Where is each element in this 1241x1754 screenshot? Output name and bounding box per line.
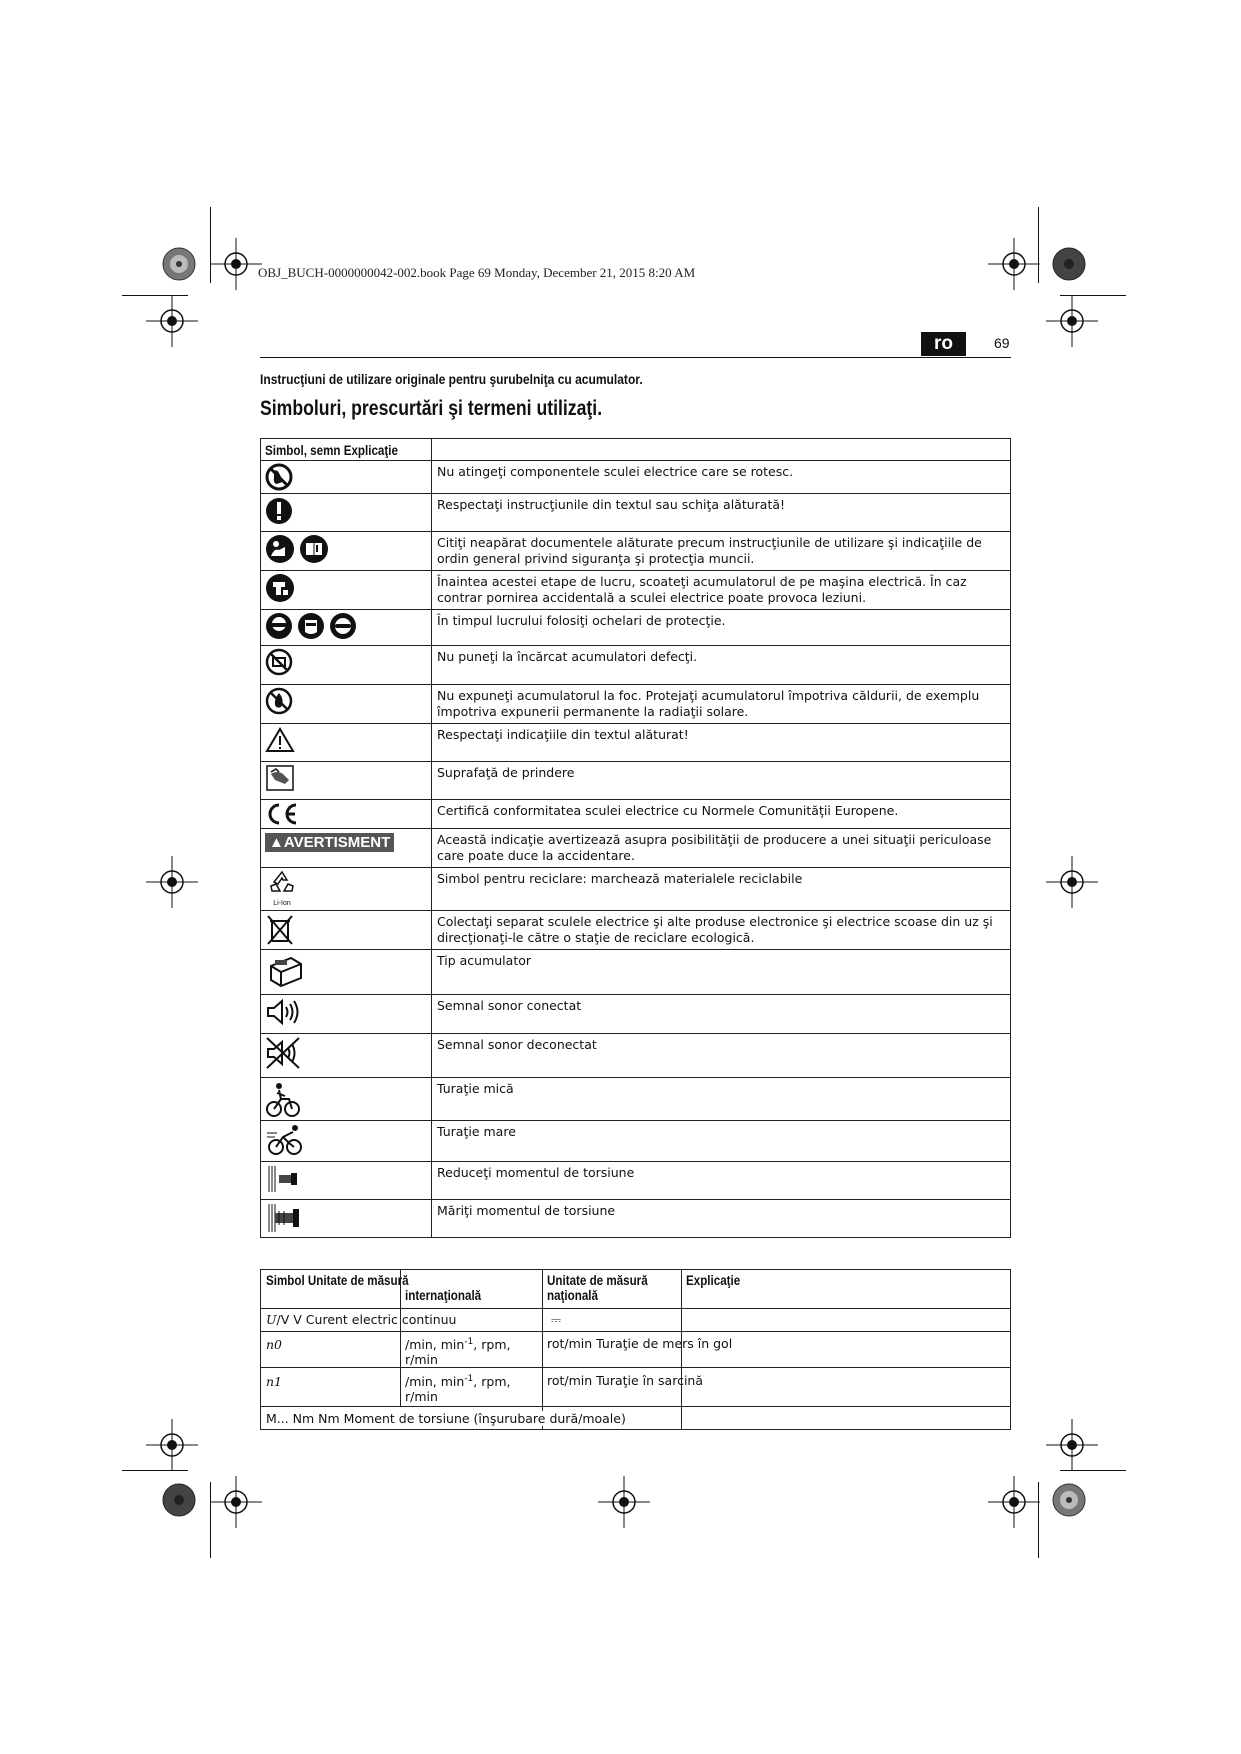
color-rosette-icon bbox=[1051, 246, 1087, 282]
table-row bbox=[261, 532, 1011, 571]
ce-mark-icon bbox=[265, 802, 299, 826]
symbol-u: U bbox=[266, 1312, 277, 1327]
color-rosette-icon bbox=[1051, 1482, 1087, 1518]
li-ion-label: Li-Ion bbox=[273, 900, 291, 907]
units-row-voltage bbox=[266, 1312, 456, 1327]
units-row-n0-intl: /min, $\min^{-1}$, rpm, r/min bbox=[405, 1337, 511, 1368]
registration-mark-icon bbox=[1046, 856, 1098, 908]
dc-symbol-icon: ⎓ bbox=[551, 1312, 561, 1327]
avertisment-label bbox=[265, 833, 394, 852]
table-row bbox=[261, 610, 1011, 646]
table-cell: Reduceţi momentul de torsiune bbox=[432, 1162, 1011, 1200]
face-shield-icon bbox=[297, 612, 325, 640]
increase-torque-icon bbox=[265, 1202, 305, 1234]
units-header-symbol: Simbol Unitate de măsură bbox=[266, 1273, 409, 1288]
table-cell: Nu expuneţi acumulatorul la foc. Protejaţi acumulatorul împotriva căldurii, de exemplu împotriva expunerii permanente la radiaţii solare. bbox=[432, 685, 1011, 724]
recycling-li-ion-icon bbox=[267, 870, 297, 896]
units-row-torque: M... Nm Nm Moment de torsiune (înşurubare dură/moale) bbox=[266, 1411, 626, 1426]
warning-triangle-icon: ▲ bbox=[269, 834, 284, 851]
gripping-surface-icon bbox=[265, 764, 295, 792]
sound-on-icon bbox=[265, 997, 301, 1027]
symbol-n1: n1 bbox=[266, 1374, 283, 1389]
table-row bbox=[261, 1162, 1011, 1200]
page-number: 69 bbox=[994, 335, 1010, 351]
table-row bbox=[261, 911, 1011, 950]
units-header-national-b: naţională bbox=[547, 1288, 598, 1303]
table-cell: Turaţie mică bbox=[432, 1078, 1011, 1121]
mandatory-icon bbox=[265, 496, 293, 526]
table-cell: Certifică conformitatea sculei electrice cu Normele Comunităţii Europene. bbox=[432, 800, 1011, 829]
low-speed-icon bbox=[265, 1080, 301, 1118]
table-row bbox=[261, 1034, 1011, 1078]
sound-off-icon bbox=[265, 1036, 301, 1070]
registration-mark-icon bbox=[1046, 1419, 1098, 1471]
table-row bbox=[261, 1200, 1011, 1238]
table-cell: Nu puneţi la încărcat acumulatori defecţi. bbox=[432, 646, 1011, 685]
read-manual-icon bbox=[265, 534, 295, 564]
table-row bbox=[261, 685, 1011, 724]
registration-mark-icon bbox=[988, 238, 1040, 290]
section-title: Simboluri, prescurtări şi termeni utilizaţi. bbox=[260, 397, 603, 420]
units-row-n1-intl: /min, $\min^{-1}$, rpm, r/min bbox=[405, 1374, 511, 1405]
warning-triangle-icon bbox=[265, 726, 295, 754]
table-row bbox=[261, 724, 1011, 762]
table-row bbox=[261, 800, 1011, 829]
table-row bbox=[261, 868, 1011, 911]
table-row bbox=[261, 1078, 1011, 1121]
safety-goggles-alt-icon bbox=[329, 612, 357, 640]
table-row bbox=[261, 571, 1011, 610]
avertisment-text: AVERTISMENT bbox=[283, 834, 391, 851]
registration-mark-icon bbox=[210, 238, 262, 290]
symbol-n0: n0 bbox=[266, 1337, 283, 1352]
no-charge-defective-icon bbox=[265, 648, 293, 676]
table-cell: Tip acumulator bbox=[432, 950, 1011, 995]
units-header-explanation: Explicaţie bbox=[686, 1273, 741, 1288]
table-cell: Citiţi neapărat documentele alăturate precum instrucţiunile de utilizare şi indicaţiile de ordin general privind siguranţa şi protecţia muncii. bbox=[432, 532, 1011, 571]
color-rosette-icon bbox=[161, 246, 197, 282]
table-cell: Măriţi momentul de torsiune bbox=[432, 1200, 1011, 1238]
symbols-table bbox=[260, 438, 1011, 1238]
units-table bbox=[260, 1269, 1011, 1430]
table-cell: Turaţie mare bbox=[432, 1121, 1011, 1162]
table-row bbox=[261, 646, 1011, 685]
table-cell: Semnal sonor conectat bbox=[432, 995, 1011, 1034]
symbols-table-header: Simbol, semn Explicaţie bbox=[265, 443, 398, 458]
table-row bbox=[261, 950, 1011, 995]
no-fire-icon bbox=[265, 687, 293, 715]
language-badge: ro bbox=[921, 332, 966, 356]
registration-mark-icon bbox=[146, 856, 198, 908]
manual-book-icon bbox=[299, 534, 329, 564]
table-row bbox=[261, 995, 1011, 1034]
units-row-n0-national: rot/min Turaţie de mers în gol bbox=[547, 1336, 733, 1351]
table-row bbox=[261, 762, 1011, 800]
reduce-torque-icon bbox=[265, 1164, 301, 1194]
table-row bbox=[261, 829, 1011, 868]
table-cell: În timpul lucrului folosiţi ochelari de protecţie. bbox=[432, 610, 1011, 646]
color-rosette-icon bbox=[161, 1482, 197, 1518]
registration-mark-icon bbox=[210, 1476, 262, 1528]
table-row bbox=[261, 494, 1011, 532]
no-touch-rotating-icon bbox=[265, 463, 293, 491]
table-cell: Suprafaţă de prindere bbox=[432, 762, 1011, 800]
table-cell: Această indicaţie avertizează asupra posibilităţii de producere a unei situaţii periculoase care poate duce la accidentare. bbox=[432, 829, 1011, 868]
table-cell: Semnal sonor deconectat bbox=[432, 1034, 1011, 1078]
units-header-intl: internaţională bbox=[405, 1288, 482, 1303]
battery-pack-icon bbox=[265, 952, 305, 990]
table-cell: Înaintea acestei etape de lucru, scoateţi acumulatorul de pe maşina electrică. În caz contrar pornirea accidentală a sculei electrice poate provoca leziuni. bbox=[432, 571, 1011, 610]
table-cell: Respectaţi indicaţiile din textul alăturat! bbox=[432, 724, 1011, 762]
units-row-n1-national: rot/min Turaţie în sarcină bbox=[547, 1373, 703, 1388]
voltage-text: /V V Curent electric continuu bbox=[276, 1312, 457, 1327]
manual-subtitle: Instrucţiuni de utilizare originale pentru şurubelniţa cu acumulator. bbox=[260, 371, 643, 387]
remove-battery-icon bbox=[265, 573, 295, 603]
safety-goggles-icon bbox=[265, 612, 293, 640]
table-header-row bbox=[261, 439, 1011, 461]
table-cell: Respectaţi instrucţiunile din textul sau schiţa alăturată! bbox=[432, 494, 1011, 532]
registration-mark-icon bbox=[988, 1476, 1040, 1528]
high-speed-icon bbox=[265, 1123, 305, 1157]
registration-mark-icon bbox=[146, 1419, 198, 1471]
table-cell: Simbol pentru reciclare: marchează materialele reciclabile bbox=[432, 868, 1011, 911]
registration-mark-icon bbox=[146, 295, 198, 347]
table-cell: Nu atingeţi componentele sculei electrice care se rotesc. bbox=[432, 461, 1011, 494]
print-file-info: OBJ_BUCH-0000000042-002.book Page 69 Monday, December 21, 2015 8:20 AM bbox=[258, 265, 696, 280]
table-cell: Colectaţi separat sculele electrice şi alte produse electronice şi electrice scoase din uz şi direcţionaţi-le către o staţie de reciclare ecologică. bbox=[432, 911, 1011, 950]
table-row bbox=[261, 461, 1011, 494]
registration-mark-icon bbox=[598, 1476, 650, 1528]
crossed-bin-icon bbox=[265, 913, 295, 947]
table-row bbox=[261, 1121, 1011, 1162]
header-rule bbox=[260, 357, 1011, 358]
units-header-national: Unitate de măsură bbox=[547, 1273, 648, 1288]
registration-mark-icon bbox=[1046, 295, 1098, 347]
